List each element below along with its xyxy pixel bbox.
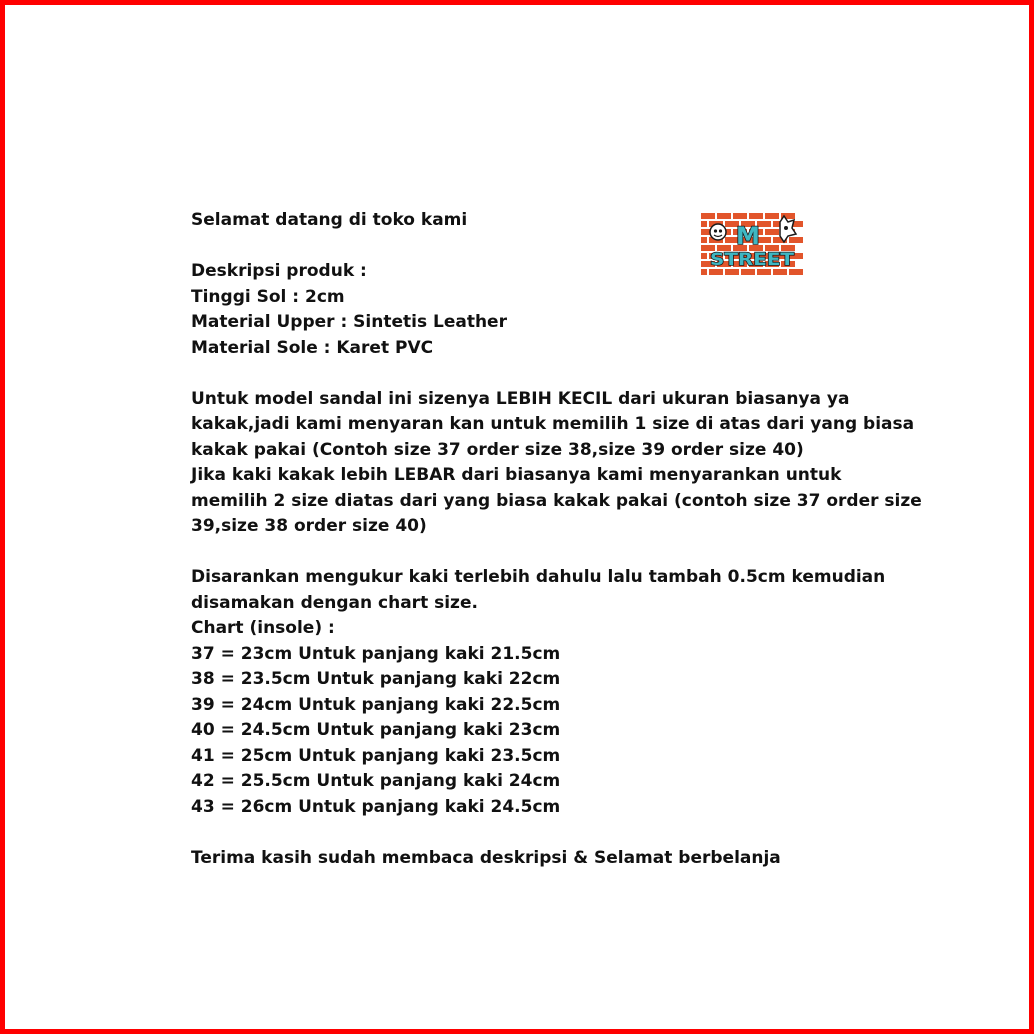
size-chart-row: 42 = 25.5cm Untuk panjang kaki 24cm — [191, 771, 561, 791]
spec-sole-material: Material Sole : Karet PVC — [191, 337, 434, 358]
measure-note-line: Disarankan mengukur kaki terlebih dahulu lalu tambah 0.5cm kemudian — [191, 567, 886, 587]
spec-upper-material: Material Upper : Sintetis Leather — [191, 312, 507, 332]
chart-heading: Chart (insole) : — [191, 618, 335, 638]
size-chart-row: 43 = 26cm Untuk panjang kaki 24.5cm — [191, 796, 561, 817]
size-chart-row: 37 = 23cm Untuk panjang kaki 21.5cm — [191, 643, 561, 664]
size-note-line: kakak pakai (Contoh size 37 order size 38,size 39 order size 40) — [191, 439, 804, 460]
product-description — [191, 208, 922, 871]
paragraph-gap — [191, 820, 891, 846]
size-note-line: 39,size 38 order size 40) — [191, 516, 427, 536]
size-note-line: Untuk model sandal ini sizenya LEBIH KECIL dari ukuran biasanya ya — [191, 388, 850, 409]
paragraph-gap — [191, 361, 891, 387]
closing-text: Terima kasih sudah membaca deskripsi & Selamat berbelanja — [191, 847, 781, 868]
size-note-line: kakak,jadi kami menyaran kan untuk memilih 1 size di atas dari yang biasa — [191, 414, 915, 434]
size-chart-row: 38 = 23.5cm Untuk panjang kaki 22cm — [191, 669, 561, 689]
paragraph-gap — [191, 234, 891, 260]
size-note-line: memilih 2 size diatas dari yang biasa kakak pakai (contoh size 37 order size — [191, 490, 922, 511]
logo-letter-m: M — [736, 222, 760, 250]
specs-heading: Deskripsi produk : — [191, 261, 367, 281]
measure-note-line: disamakan dengan chart size. — [191, 592, 478, 613]
logo-word-street: STREET — [710, 250, 795, 270]
paragraph-gap — [191, 540, 891, 566]
welcome-text: Selamat datang di toko kami — [191, 210, 468, 230]
spec-sole-height: Tinggi Sol : 2cm — [191, 286, 345, 307]
size-note-line: Jika kaki kakak lebih LEBAR dari biasanya kami menyarankan untuk — [191, 465, 842, 485]
size-chart-row: 40 = 24.5cm Untuk panjang kaki 23cm — [191, 720, 561, 740]
size-chart-row: 41 = 25cm Untuk panjang kaki 23.5cm — [191, 745, 561, 766]
size-chart-row: 39 = 24cm Untuk panjang kaki 22.5cm — [191, 694, 561, 715]
